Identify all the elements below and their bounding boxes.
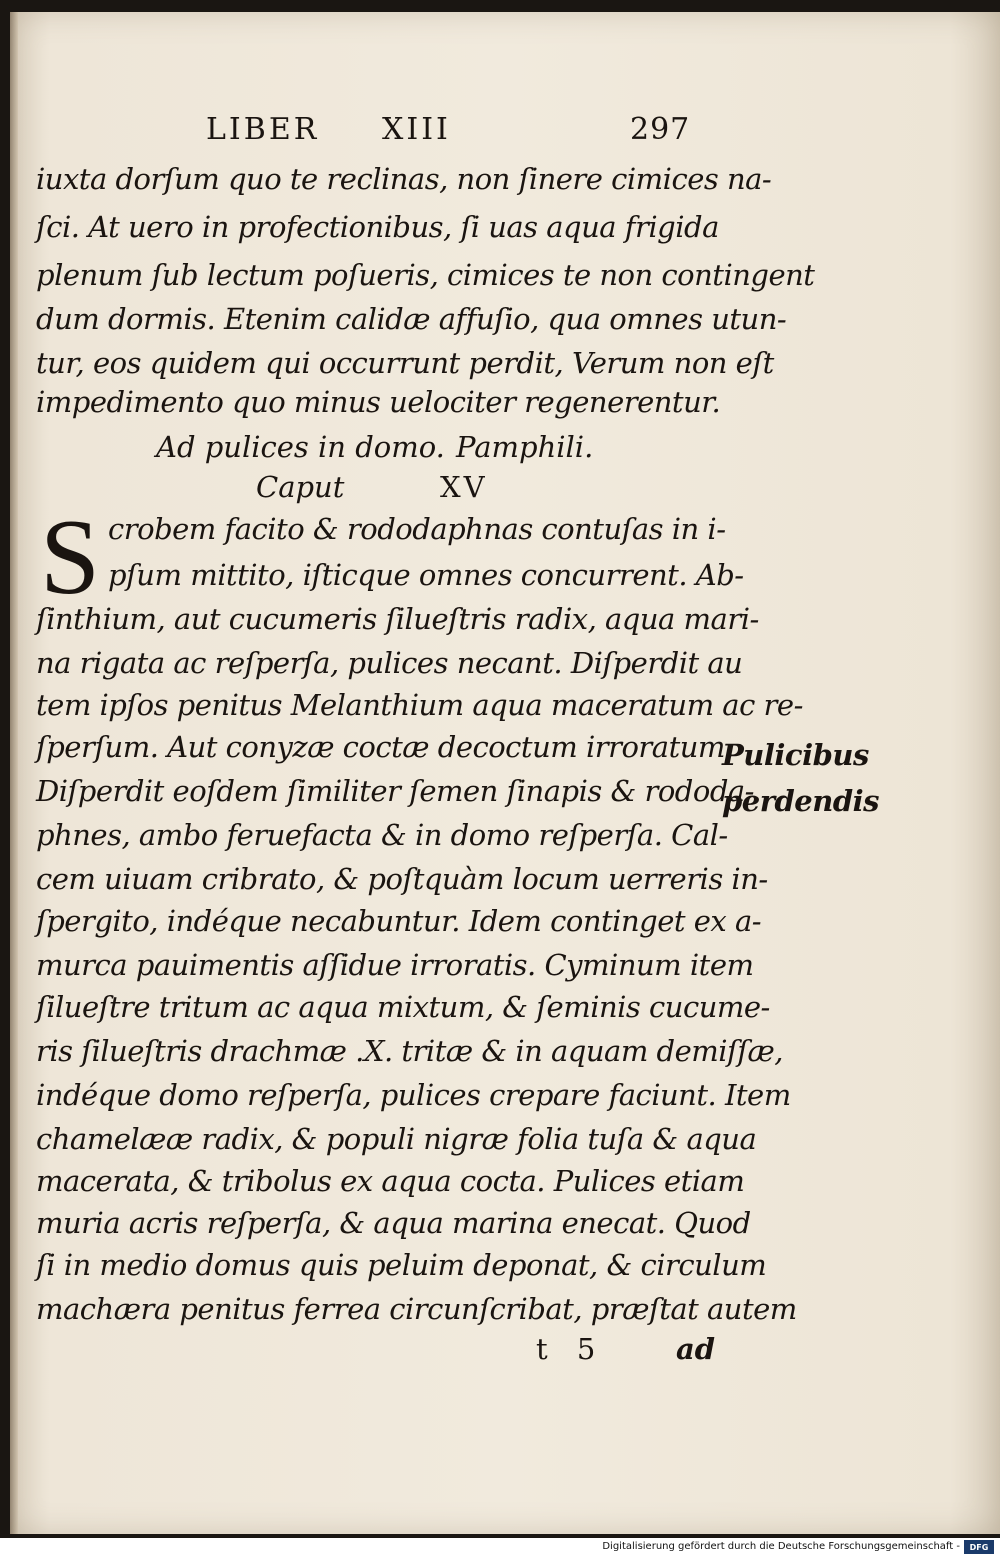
text-line: ſilueſtre tritum ac aqua mixtum, & ſeminis cucume- — [36, 990, 770, 1024]
text-line: muria acris reſperſa, & aqua marina enecat. Quod — [36, 1206, 751, 1240]
text-line: chamelææ radix, & populi nigræ folia tuſa & aqua — [36, 1122, 757, 1156]
text-line: crobem facito & rododaphnas contuſas in i- — [108, 512, 726, 546]
text-line: pſum mittito, iſticque omnes concurrent. Ab- — [108, 558, 744, 592]
page-number: 297 — [630, 112, 691, 147]
chapter-title: Ad pulices in domo. — [156, 430, 445, 464]
text-line: ſperſum. Aut conyzæ coctæ decoctum irroratum. — [36, 730, 734, 764]
book-number: XIII — [382, 112, 451, 147]
digitization-credit: Digitalisierung gefördert durch die Deutsche Forschungsgemeinschaft - — [602, 1541, 960, 1552]
drop-capital: S — [40, 498, 101, 617]
text-line: macerata, & tribolus ex aqua cocta. Pulices etiam — [36, 1164, 745, 1198]
text-line: machæra penitus ferrea circunſcribat, præſtat autem — [36, 1292, 797, 1326]
text-line: tur, eos quidem qui occurrunt perdit, Verum non eſt — [36, 346, 774, 380]
running-title: LIBER — [206, 112, 320, 147]
text-line: dum dormis. Etenim calidæ affuſio, qua omnes utun- — [36, 302, 787, 336]
text-line: murca pauimentis aſſidue irroratis. Cyminum item — [36, 948, 754, 982]
text-line: ris ſilueſtris drachmæ .X. tritæ & in aquam demiſſæ, — [36, 1034, 784, 1068]
book-page — [10, 12, 1000, 1534]
text-line: tem ipſos penitus Melanthium aqua maceratum ac re- — [36, 688, 803, 722]
chapter-author: Pamphili. — [456, 430, 594, 464]
marginal-note: Pulicibus — [722, 738, 869, 772]
text-line: ſi in medio domus quis peluim deponat, & circulum — [36, 1248, 767, 1282]
text-line: indéque domo reſperſa, pulices crepare faciunt. Item — [36, 1078, 791, 1112]
text-line: na rigata ac reſperſa, pulices necant. Diſperdit au — [36, 646, 743, 680]
catchword: ad — [676, 1332, 716, 1366]
chapter-label: Caput — [256, 470, 345, 504]
text-line: iuxta dorſum quo te reclinas, non ſinere cimices na- — [36, 162, 772, 196]
text-line: Diſperdit eoſdem ſimiliter ſemen ſinapis & rododa- — [36, 774, 754, 808]
marginal-note: perdendis — [722, 784, 879, 818]
signature-mark: t 5 — [536, 1332, 606, 1366]
text-line: ſpergito, indéque necabuntur. Idem continget ex a- — [36, 904, 762, 938]
text-line: cem uiuam cribrato, & poſtquàm locum uerreris in- — [36, 862, 768, 896]
dfg-logo: DFG — [964, 1540, 994, 1554]
text-line: ſci. At uero in profectionibus, ſi uas aqua frigida — [36, 210, 719, 244]
text-line: plenum ſub lectum poſueris, cimices te non contingent — [36, 258, 815, 292]
page-text — [10, 12, 1000, 1534]
text-line: ſinthium, aut cucumeris ſilueſtris radix, aqua mari- — [36, 602, 759, 636]
text-line: impedimento quo minus uelociter regenerentur. — [36, 385, 721, 419]
text-line: phnes, ambo feruefacta & in domo reſperſa. Cal- — [36, 818, 728, 852]
chapter-number: XV — [440, 470, 488, 504]
